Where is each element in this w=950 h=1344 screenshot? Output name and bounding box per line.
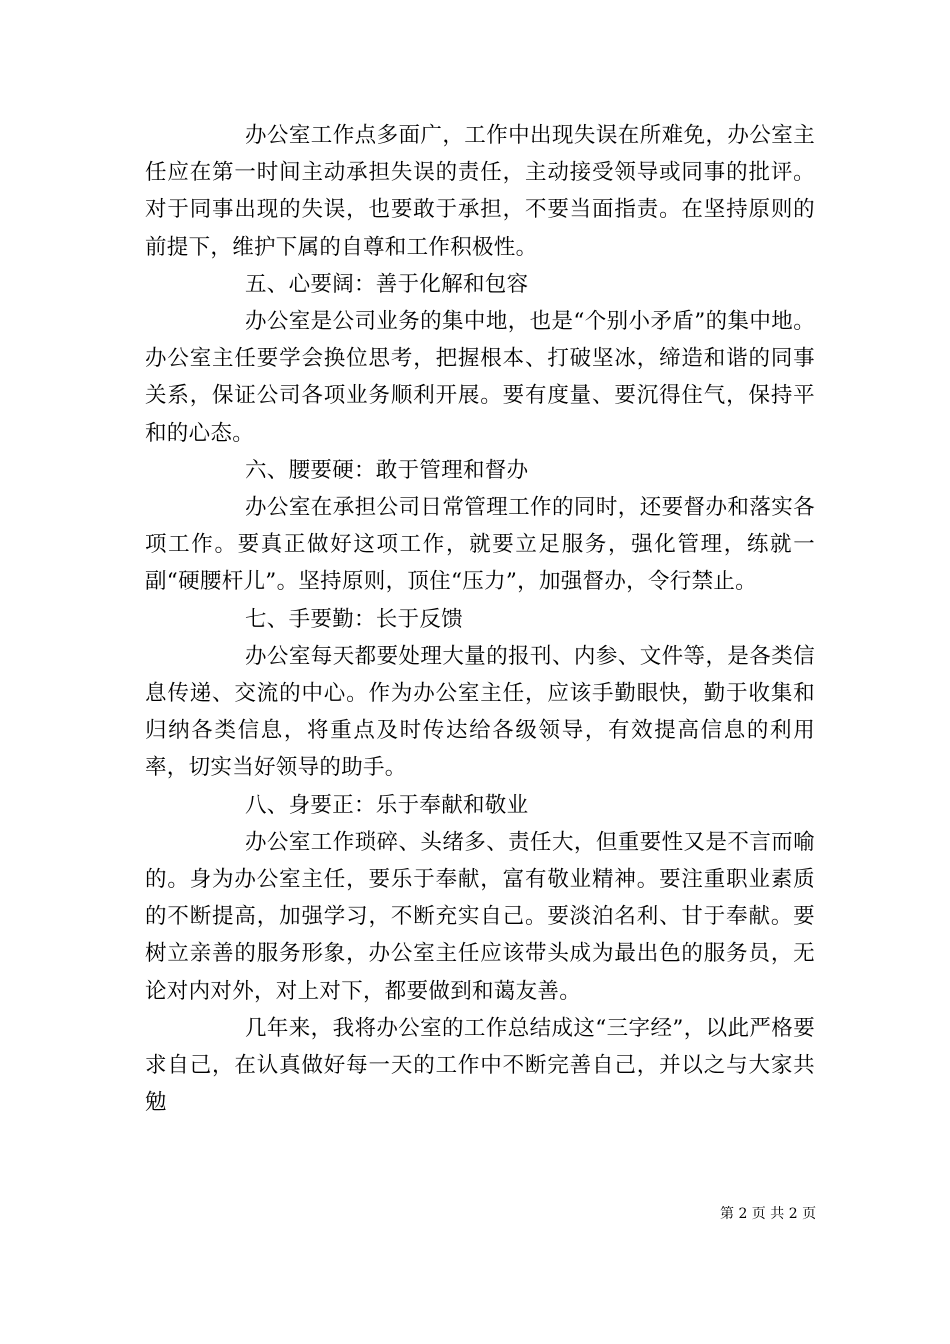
paragraph: 办公室工作点多面广，工作中出现失误在所难免，办公室主任应在第一时间主动承担失误的责任，主动接受领导或同事的批评。对于同事出现的失误，也要敢于承担，不要当面指责。在坚持原则的前提下，维护下属的自尊和工作积极性。 xyxy=(145,123,815,260)
page-number: 第 2 页 共 2 页 xyxy=(720,1206,817,1222)
paragraph: 办公室是公司业务的集中地，也是“个别小矛盾”的集中地。办公室主任要学会换位思考，把握根本、打破坚冰，缔造和谐的同事关系，保证公司各项业务顺利开展。要有度量、要沉得住气，保持平和的心态。 xyxy=(145,309,815,446)
paragraph: 办公室在承担公司日常管理工作的同时，还要督办和落实各项工作。要真正做好这项工作，就要立足服务，强化管理，练就一副“硬腰杆儿”。坚持原则，顶住“压力”，加强督办，令行禁止。 xyxy=(145,495,815,595)
paragraph: 办公室工作琐碎、头绪多、责任大，但重要性又是不言而喻的。身为办公室主任，要乐于奉献，富有敬业精神。要注重职业素质的不断提高，加强学习，不断充实自己。要淡泊名利、甘于奉献。要树立亲善的服务形象，办公室主任应该带头成为最出色的服务员，无论对内对外，对上对下，都要做到和蔼友善。 xyxy=(145,829,815,1004)
section-heading: 七、手要勤：长于反馈 xyxy=(245,606,464,632)
section-heading: 八、身要正：乐于奉献和敬业 xyxy=(245,792,529,818)
paragraph: 几年来，我将办公室的工作总结成这“三字经”，以此严格要求自己，在认真做好每一天的工作中不断完善自己，并以之与大家共勉 xyxy=(145,1015,815,1116)
section-heading: 六、腰要硬：敢于管理和督办 xyxy=(245,457,529,483)
document-body xyxy=(145,117,815,1121)
paragraph: 办公室每天都要处理大量的报刊、内参、文件等，是各类信息传递、交流的中心。作为办公室主任，应该手勤眼快，勤于收集和归纳各类信息，将重点及时传达给各级领导，有效提高信息的利用率，切实当好领导的助手。 xyxy=(145,643,815,781)
section-heading: 五、心要阔：善于化解和包容 xyxy=(245,271,529,297)
